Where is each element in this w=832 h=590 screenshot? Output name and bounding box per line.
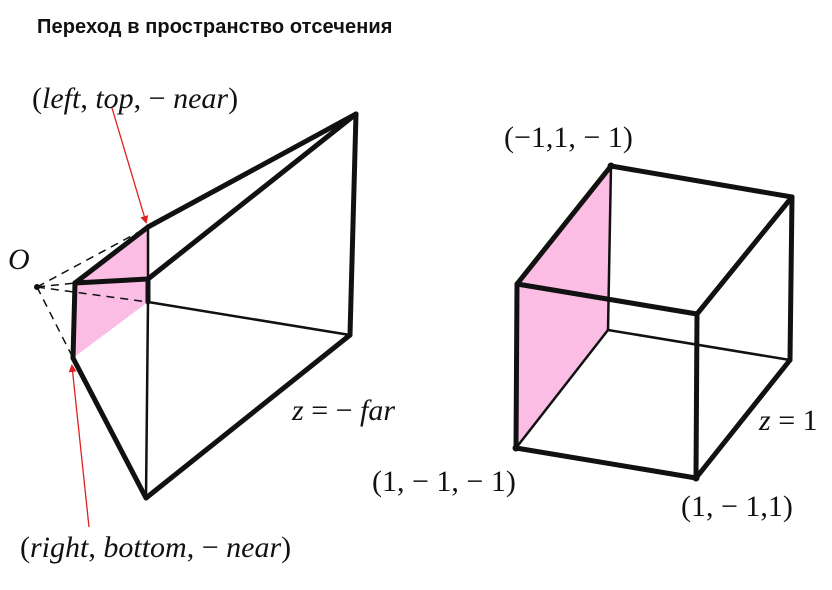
cube-edge xyxy=(697,197,792,314)
cube-plane-label: z = 1 xyxy=(759,404,818,437)
cube-edge xyxy=(516,448,696,478)
cube-face-highlight xyxy=(516,166,611,448)
frustum-figure xyxy=(8,82,395,564)
cube-edge xyxy=(790,197,792,360)
near-top-left-label: (left, top, − near) xyxy=(32,82,239,115)
slide-title: Переход в пространство отсечения xyxy=(37,16,393,38)
frustum-edge xyxy=(148,114,356,279)
cube-bottom-right-front-label: (1, − 1,1) xyxy=(681,490,793,523)
cube-figure xyxy=(372,121,818,523)
cube-bottom-left-front-label: (1, − 1, − 1) xyxy=(372,465,516,498)
far-plane-label: z = − far xyxy=(292,394,396,427)
near-bottom-right-label: (right, bottom, − near) xyxy=(20,531,292,564)
origin-point xyxy=(34,284,40,290)
frustum-edge-inner xyxy=(146,302,148,498)
cube-edge xyxy=(611,166,792,197)
origin-label: O xyxy=(8,243,30,276)
cube-corner-point xyxy=(513,445,520,452)
pointer-top-left xyxy=(112,108,146,222)
projection-line xyxy=(37,287,73,358)
cube-edge xyxy=(696,314,697,478)
cube-edge xyxy=(516,284,517,448)
frustum-edge xyxy=(148,114,356,227)
cube-corner-point xyxy=(693,475,700,482)
near-plane-highlight xyxy=(73,227,148,358)
cube-corner-point xyxy=(608,163,615,170)
pointer-bottom-right xyxy=(72,366,89,527)
near-plane-edge xyxy=(73,283,75,358)
cube-top-left-back-label: (−1,1, − 1) xyxy=(504,121,633,154)
frustum-edge xyxy=(350,114,356,335)
frustum-edge-inner xyxy=(148,302,350,335)
